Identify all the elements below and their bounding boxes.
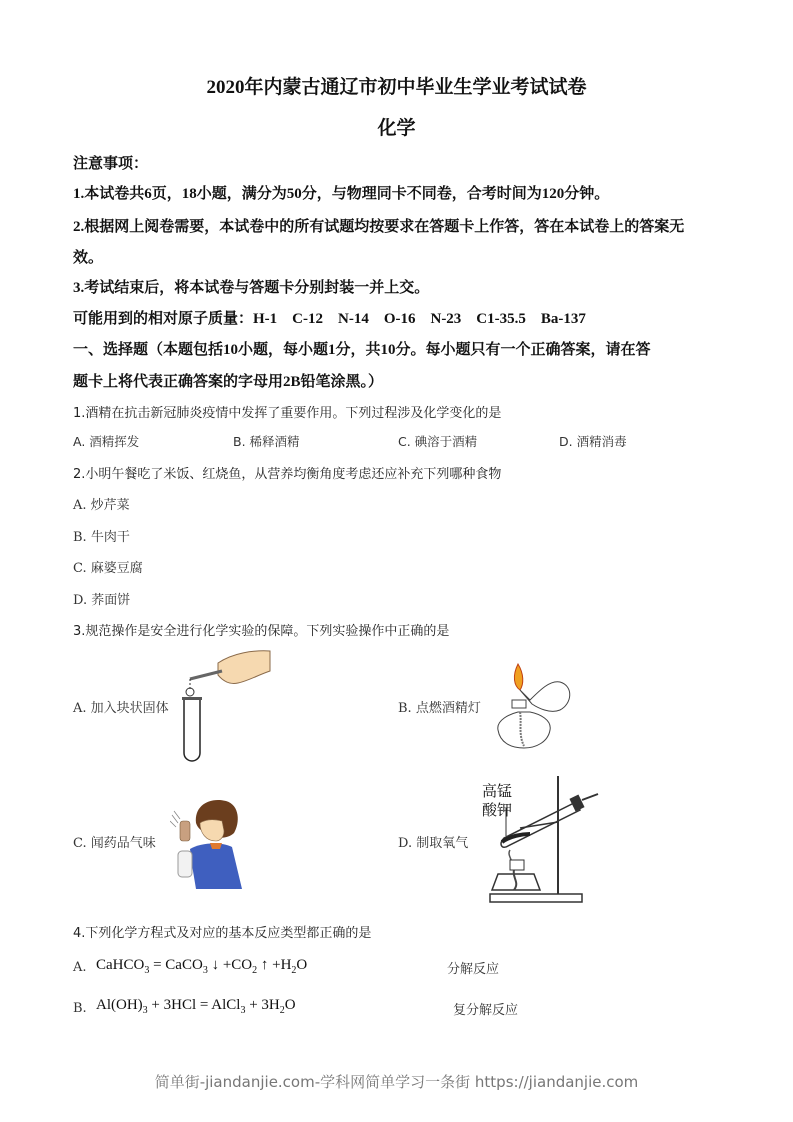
q1-option-a: A. 酒精挥发	[73, 434, 140, 449]
q3-option-a: A. 加入块状固体	[73, 701, 169, 716]
q2-option-b: B. 牛肉干	[73, 530, 130, 545]
note-item-1: 1.本试卷共6页，18小题，满分为50分，与物理同卡不同卷，合考时间为120分钟。	[73, 186, 610, 202]
test-tube-tweezers-figure	[178, 645, 274, 763]
exam-subject: 化学	[377, 118, 416, 139]
question-4-stem: 4.下列化学方程式及对应的基本反应类型都正确的是	[73, 926, 372, 941]
section-heading: 一、选择题（本题包括10小题，每小题1分，共10分。每小题只有一个正确答案，请在答	[73, 342, 651, 358]
q4-option-b-type: 复分解反应	[453, 1003, 519, 1018]
atomic-masses: 可能用到的相对原子质量：H-1 C-12 N-14 O-16 N-23 C1-35.5 Ba-137	[73, 311, 586, 327]
q2-option-a: A. 炒芹菜	[73, 498, 130, 513]
smelling-chemical-figure	[170, 793, 250, 889]
q3-option-b: B. 点燃酒精灯	[398, 701, 481, 716]
exam-title: 2020年内蒙古通辽市初中毕业生学业考试试卷	[206, 77, 587, 98]
q4-option-b-equation: $Al(OH)_3 + 3HCl$ = AlCl$_3$ + $3H_2O$	[96, 997, 296, 1016]
question-3-stem: 3.规范操作是安全进行化学实验的保障。下列实验操作中正确的是	[73, 624, 450, 639]
notes-heading: 注意事项：	[73, 156, 149, 172]
label-line-2: 酸钾	[482, 801, 513, 819]
q4-option-a-equation: CaHCO$_3$ = CaCO$_3$ ↓ $+CO_2$ ↑ $+H_2O$	[96, 957, 308, 976]
section-heading-cont: 题卡上将代表正确答案的字母用2B铅笔涂黑。）	[73, 374, 384, 390]
question-1-stem: 1.酒精在抗击新冠肺炎疫情中发挥了重要作用。下列过程涉及化学变化的是	[73, 406, 502, 421]
q3-option-c: C. 闻药品气味	[73, 836, 156, 851]
note-item-2-cont: 效。	[73, 250, 104, 266]
q2-option-d: D. 荞面饼	[73, 593, 131, 608]
alcohol-lamp-figure	[490, 660, 580, 752]
note-item-3: 3.考试结束后，将本试卷与答题卡分别封装一并上交。	[73, 280, 430, 296]
q4-option-a-letter: A.	[73, 960, 87, 975]
note-item-2: 2.根据网上阅卷需要，本试卷中的所有试题均按要求在答题卡上作答，答在本试卷上的答案无	[73, 219, 685, 235]
q1-option-c: C. 碘溶于酒精	[398, 434, 478, 449]
oxygen-preparation-apparatus-figure	[476, 772, 606, 907]
q4-option-b-letter: B.	[73, 1001, 87, 1016]
watermark-footer: 简单街-jiandanjie.com-学科网简单学习一条街 https://jiandanjie.com	[154, 1073, 639, 1091]
q3-option-d: D. 制取氧气	[398, 836, 469, 851]
q1-option-b: B. 稀释酒精	[233, 434, 300, 449]
q1-option-d: D. 酒精消毒	[559, 434, 627, 449]
label-line-1: 高锰	[482, 782, 513, 800]
q4-option-a-type: 分解反应	[447, 962, 500, 977]
q2-option-c: C. 麻婆豆腐	[73, 561, 143, 576]
question-2-stem: 2.小明午餐吃了米饭、红烧鱼，从营养均衡角度考虑还应补充下列哪种食物	[73, 467, 502, 482]
